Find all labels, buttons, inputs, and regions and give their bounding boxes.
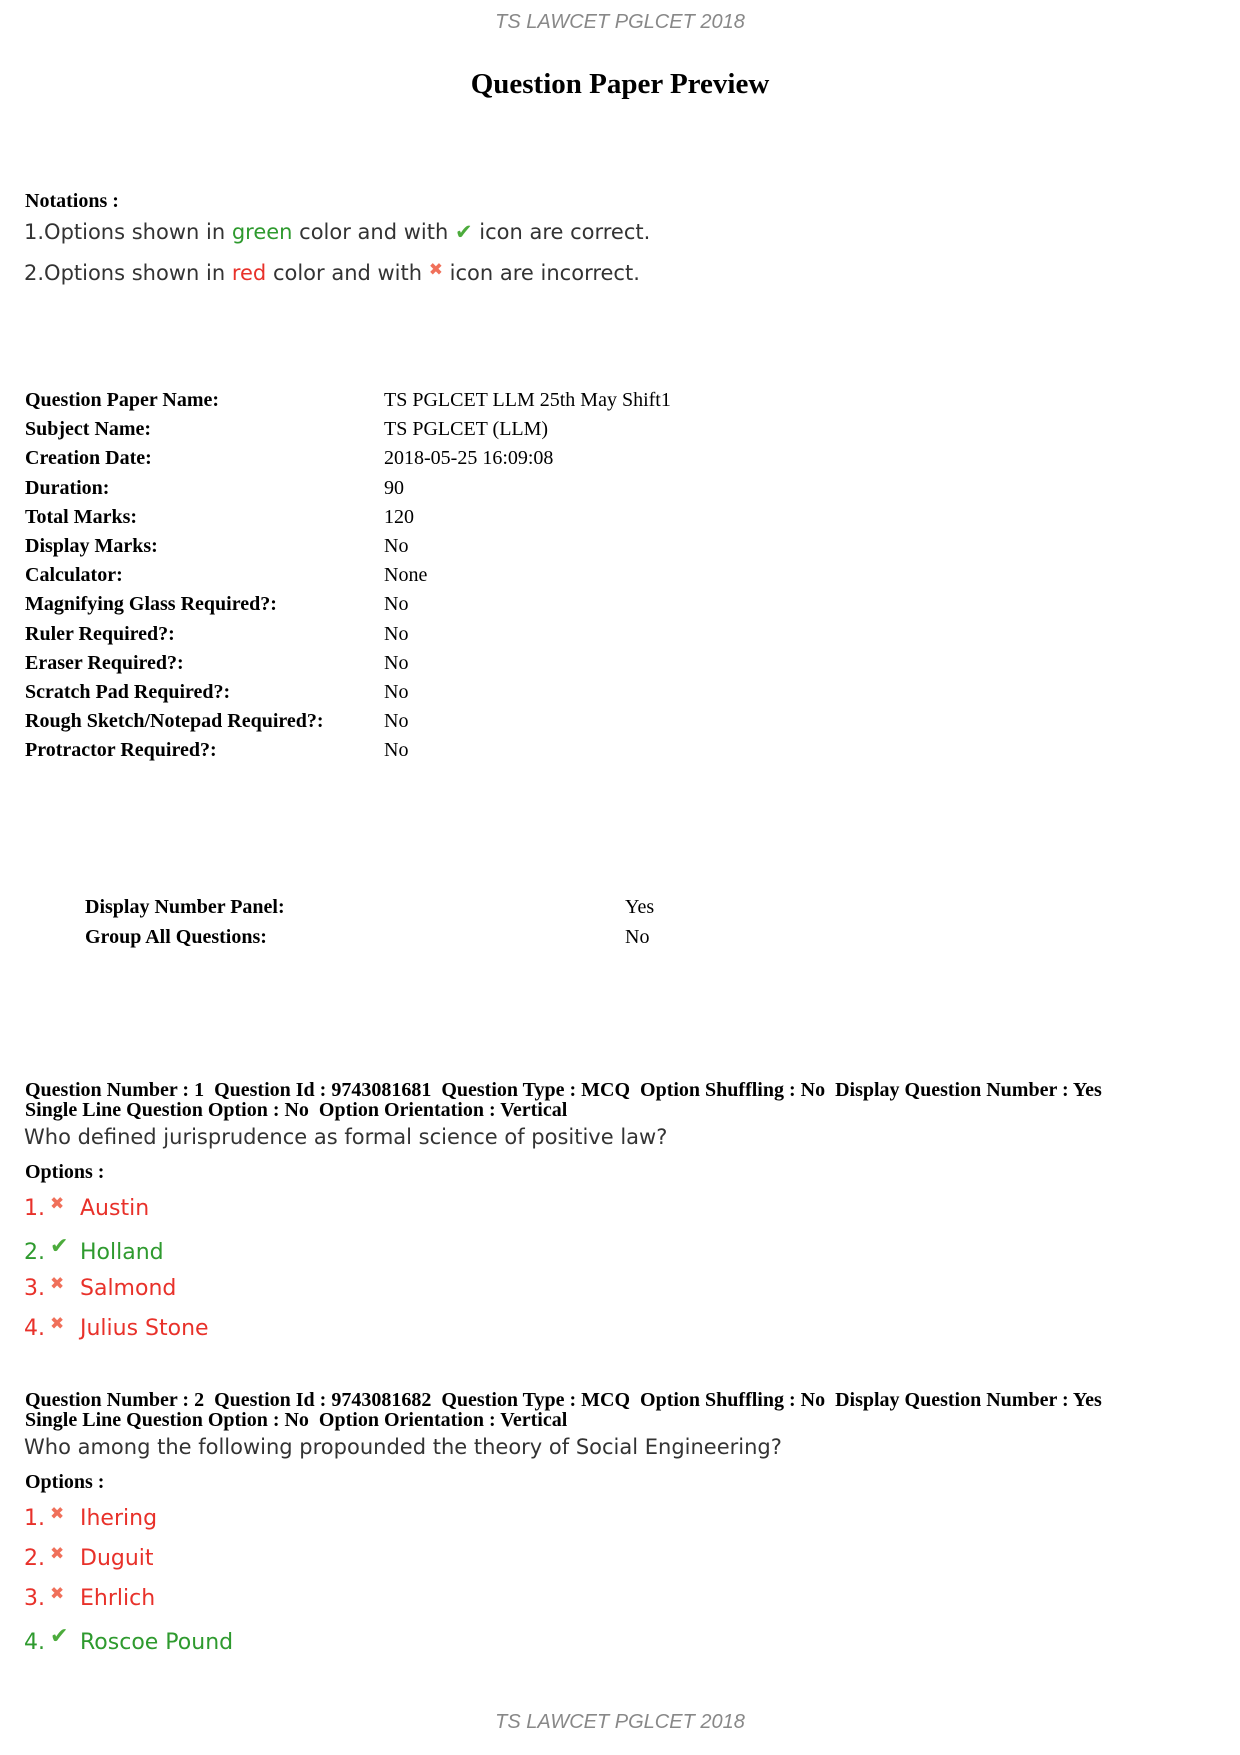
question-text: Who defined jurisprudence as formal science of positive law? xyxy=(24,1125,668,1149)
option-text: Ihering xyxy=(80,1506,158,1531)
option-number: 4. xyxy=(24,1630,45,1655)
info-label: Ruler Required?: xyxy=(25,622,175,645)
notation-text: 1.Options shown in xyxy=(24,220,232,244)
check-icon: ✔ xyxy=(454,220,473,244)
info-value: No xyxy=(384,593,409,616)
setting-row xyxy=(85,922,654,952)
option-incorrect xyxy=(24,1544,154,1571)
cross-icon: ✖ xyxy=(50,1194,65,1214)
option-number: 1. xyxy=(24,1196,45,1221)
options-label: Options : xyxy=(25,1161,105,1183)
option-number: 3. xyxy=(24,1276,45,1301)
cross-icon: ✖ xyxy=(428,260,443,280)
info-label: Protractor Required?: xyxy=(25,739,217,762)
settings-table xyxy=(85,892,654,952)
notation-text: color and with xyxy=(266,261,429,285)
option-text: Julius Stone xyxy=(80,1316,209,1341)
option-incorrect xyxy=(24,1314,209,1341)
setting-label: Display Number Panel: xyxy=(85,895,285,918)
info-label: Magnifying Glass Required?: xyxy=(25,593,277,616)
info-label: Total Marks: xyxy=(25,505,138,528)
option-incorrect xyxy=(24,1194,149,1221)
option-text: Holland xyxy=(80,1240,164,1265)
option-number: 2. xyxy=(24,1546,45,1571)
notation-incorrect xyxy=(24,260,640,285)
info-label: Calculator: xyxy=(25,564,123,587)
info-row xyxy=(25,649,1025,678)
setting-row xyxy=(85,892,654,922)
option-text: Duguit xyxy=(80,1546,154,1571)
info-value: No xyxy=(384,710,409,733)
option-text: Austin xyxy=(80,1196,150,1221)
info-row xyxy=(25,707,1025,736)
option-incorrect xyxy=(24,1504,157,1531)
info-value: 2018-05-25 16:09:08 xyxy=(384,447,554,470)
option-number: 2. xyxy=(24,1240,45,1265)
info-value: No xyxy=(384,535,409,558)
option-correct xyxy=(24,1234,164,1265)
notation-text: icon are correct. xyxy=(472,220,651,244)
cross-icon: ✖ xyxy=(50,1504,65,1524)
option-number: 3. xyxy=(24,1586,45,1611)
info-label: Rough Sketch/Notepad Required?: xyxy=(25,710,324,733)
info-value: No xyxy=(384,680,409,703)
info-label: Eraser Required?: xyxy=(25,651,184,674)
check-icon: ✔ xyxy=(50,1234,69,1259)
notation-color-word: green xyxy=(231,220,293,244)
option-text: Ehrlich xyxy=(80,1586,156,1611)
option-number: 1. xyxy=(24,1506,45,1531)
info-label: Question Paper Name: xyxy=(25,389,220,412)
info-row xyxy=(25,415,1025,444)
info-value: No xyxy=(384,651,409,674)
info-value: No xyxy=(384,622,409,645)
setting-value: No xyxy=(625,925,650,948)
question-header: Question Number : 2 Question Id : 9743081682 Question Type : MCQ Option Shuffling : No Display Question Number : Yes xyxy=(25,1389,1102,1411)
info-row xyxy=(25,561,1025,590)
info-row xyxy=(25,736,1025,765)
question-text: Who among the following propounded the theory of Social Engineering? xyxy=(24,1435,782,1459)
info-label: Subject Name: xyxy=(25,418,152,441)
cross-icon: ✖ xyxy=(50,1584,65,1604)
notation-correct xyxy=(24,220,650,244)
info-value: 90 xyxy=(384,476,404,499)
option-incorrect xyxy=(24,1274,176,1301)
option-number: 4. xyxy=(24,1316,45,1341)
info-row xyxy=(25,386,1025,415)
option-incorrect xyxy=(24,1584,155,1611)
info-row xyxy=(25,474,1025,503)
notation-text: icon are incorrect. xyxy=(443,261,640,285)
notations-heading: Notations : xyxy=(25,190,119,212)
info-label: Scratch Pad Required?: xyxy=(25,680,231,703)
page-title: Question Paper Preview xyxy=(470,68,770,100)
option-correct xyxy=(24,1624,233,1655)
info-row xyxy=(25,444,1025,473)
info-value: TS PGLCET (LLM) xyxy=(384,418,549,441)
notation-text: color and with xyxy=(292,220,455,244)
info-value: No xyxy=(384,739,409,762)
question-header: Question Number : 1 Question Id : 9743081681 Question Type : MCQ Option Shuffling : No Display Question Number : Yes xyxy=(25,1079,1102,1101)
setting-label: Group All Questions: xyxy=(85,925,267,948)
option-text: Salmond xyxy=(80,1276,177,1301)
setting-value: Yes xyxy=(625,895,655,918)
option-text: Roscoe Pound xyxy=(80,1630,234,1655)
running-header: TS LAWCET PGLCET 2018 xyxy=(495,11,745,33)
question-header: Single Line Question Option : No Option Orientation : Vertical xyxy=(25,1409,568,1431)
info-value: None xyxy=(384,564,428,587)
notation-text: 2.Options shown in xyxy=(24,261,232,285)
info-row xyxy=(25,678,1025,707)
cross-icon: ✖ xyxy=(50,1274,65,1294)
options-label: Options : xyxy=(25,1471,105,1493)
info-label: Display Marks: xyxy=(25,535,158,558)
info-row xyxy=(25,590,1025,619)
info-value: 120 xyxy=(384,505,414,528)
info-row xyxy=(25,532,1025,561)
info-row xyxy=(25,620,1025,649)
info-label: Duration: xyxy=(25,476,110,499)
paper-info-table xyxy=(25,386,1025,765)
running-footer: TS LAWCET PGLCET 2018 xyxy=(495,1711,745,1733)
cross-icon: ✖ xyxy=(50,1314,65,1334)
notation-color-word: red xyxy=(231,261,267,285)
check-icon: ✔ xyxy=(50,1624,69,1649)
cross-icon: ✖ xyxy=(50,1544,65,1564)
info-label: Creation Date: xyxy=(25,447,152,470)
info-row xyxy=(25,503,1025,532)
info-value: TS PGLCET LLM 25th May Shift1 xyxy=(384,389,671,412)
question-header: Single Line Question Option : No Option Orientation : Vertical xyxy=(25,1099,568,1121)
